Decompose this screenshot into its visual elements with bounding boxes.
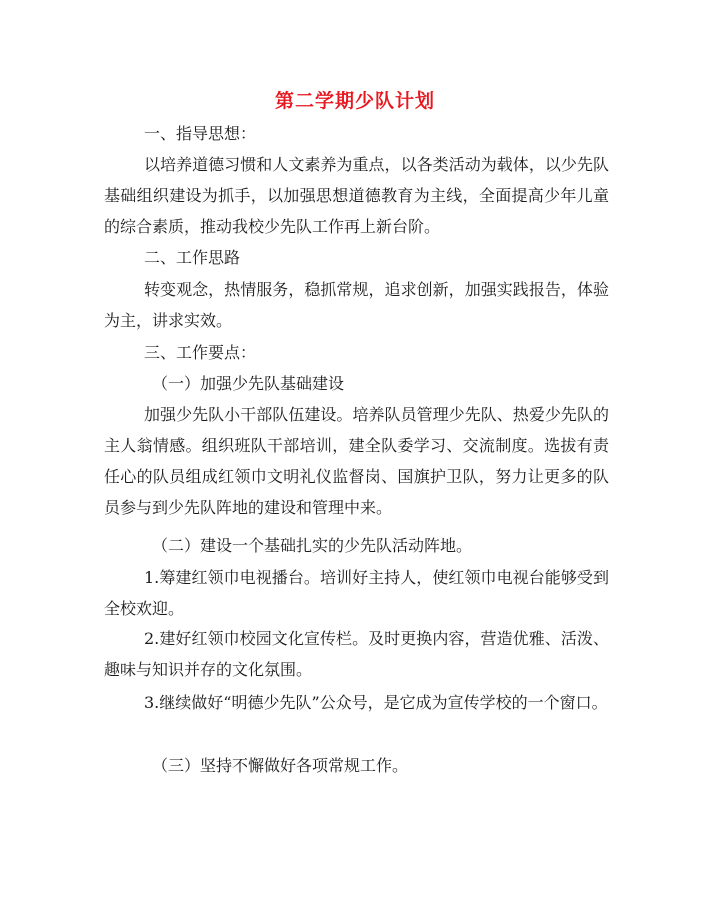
point2-item-1: 1.筹建红领巾电视播台。培训好主持人，使红领巾电视台能够受到全校欢迎。	[104, 568, 609, 618]
section-ideas-body: 转变观念，热情服务，稳抓常规，追求创新，加强实践报告，体验为主，讲求实效。	[104, 280, 609, 330]
point2-item-3: 3.继续做好“明德少先队”公众号，是它成为宣传学校的一个窗口。	[144, 693, 608, 712]
point2-item-2: 2.建好红领巾校园文化宣传栏。及时更换内容，营造优雅、活泼、趣味与知识并存的文化氛围。	[104, 629, 609, 679]
section-ideas-heading: 二、工作思路	[144, 248, 241, 267]
point3-heading: （三）坚持不懈做好各项常规工作。	[152, 756, 409, 775]
section-guiding-heading: 一、指导思想：	[144, 124, 257, 143]
section-points-heading: 三、工作要点：	[144, 343, 257, 362]
point2-heading: （二）建设一个基础扎实的少先队活动阵地。	[152, 536, 473, 555]
section-guiding-body: 以培养道德习惯和人文素养为重点，以各类活动为载体，以少先队基础组织建设为抓手，以加强思想道德教育为主线，全面提高少年儿童的综合素质，推动我校少先队工作再上新台阶。	[104, 155, 609, 236]
point1-heading: （一）加强少先队基础建设	[152, 374, 345, 393]
document-title: 第二学期少队计划	[274, 90, 435, 112]
point1-body: 加强少先队小干部队伍建设。培养队员管理少先队、热爱少先队的主人翁情感。组织班队干部培训，建全队委学习、交流制度。选拔有责任心的队员组成红领巾文明礼仪监督岗、国旗护卫队，努力让更多的队员参与到少先队阵地的建设和管理中来。	[104, 405, 609, 517]
